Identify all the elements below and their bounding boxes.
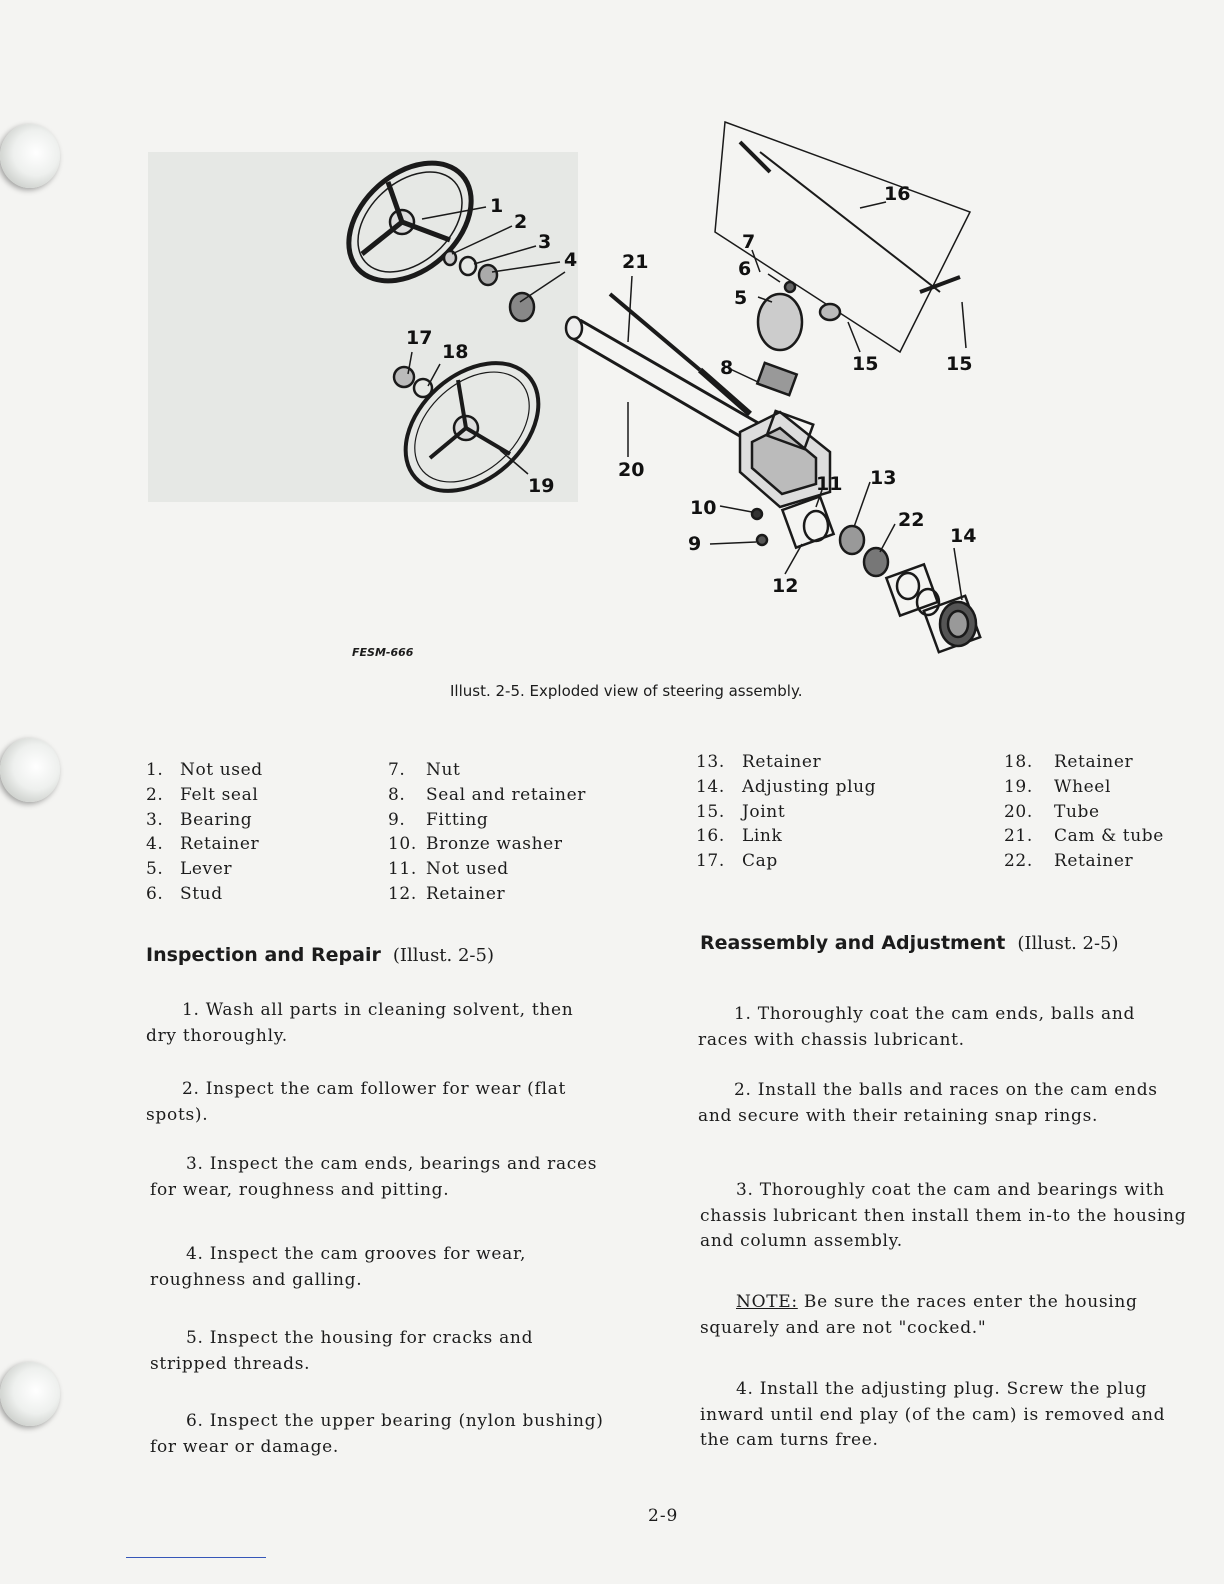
callout-19: 19 [528,475,555,497]
inspection-heading-title: Inspection and Repair [146,944,381,966]
parts-list-item: 12. Retainer [388,883,506,904]
figure-caption: Illust. 2-5. Exploded view of steering assembly. [450,682,803,700]
reassembly-step-3: 3. Thoroughly coat the cam and bearings with chassis lubricant then install them in-to the housing and column assembly. [700,1180,1187,1251]
parts-list-item: 15. Joint [696,801,786,822]
parts-list-item: 9. Fitting [388,809,489,830]
exploded-view-illustration [140,112,1140,672]
note-label: NOTE: [736,1292,798,1312]
parts-list-item: 18. Retainer [1004,752,1134,772]
parts-list-item: 3. Bearing [146,809,253,830]
callout-1: 1 [490,195,504,217]
parts-list-item: 14. Adjusting plug [696,776,877,797]
inspection-heading-ref: (Illust. 2-5) [392,945,494,966]
parts-list-item: 16. Link [696,826,783,847]
callout-6: 6 [738,258,752,280]
callout-3: 3 [538,231,552,253]
reassembly-heading-title: Reassembly and Adjustment [700,932,1006,954]
parts-list-item: 20. Tube [1004,801,1100,822]
footer-rule [126,1557,266,1558]
parts-list-col4 [1004,750,1164,874]
reassembly-step-4: 4. Install the adjusting plug. Screw the plug inward until end play (of the cam) is removed and the cam turns free. [700,1379,1166,1450]
parts-list-item: 8. Seal and retainer [388,784,586,805]
inspection-heading [146,944,494,966]
reassembly-step-2: 2. Install the balls and races on the cam ends and secure with their retaining snap rings. [698,1080,1158,1126]
inspection-step-1: 1. Wash all parts in cleaning solvent, then dry thoroughly. [146,1000,574,1046]
parts-list-item: 5. Lever [146,859,233,880]
callout-12: 12 [772,575,799,597]
parts-list-item: 6. Stud [146,883,223,904]
parts-list-item: 17. Cap [696,851,778,872]
callout-14: 14 [950,525,977,547]
callout-22: 22 [898,509,925,531]
inspection-step-3: 3. Inspect the cam ends, bearings and races for wear, roughness and pitting. [150,1154,598,1200]
reassembly-step-1: 1. Thoroughly coat the cam ends, balls and races with chassis lubricant. [698,1004,1136,1050]
callout-16: 16 [884,183,911,205]
callout-21: 21 [622,251,649,273]
callout-15b: 15 [946,353,973,375]
parts-list-item: 4. Retainer [146,834,260,855]
parts-list-item: 22. Retainer [1004,851,1134,872]
inspection-step-6: 6. Inspect the upper bearing (nylon bushing) for wear or damage. [150,1411,604,1457]
callout-5: 5 [734,287,748,309]
parts-list-item: 11. Not used [388,859,509,880]
callout-10: 10 [690,497,717,519]
binder-hole-top [0,124,60,188]
figure-code: FESM-666 [352,646,414,659]
callout-8: 8 [720,357,734,379]
parts-list-item: 13. Retainer [696,752,822,772]
parts-list-item: 1. Not used [146,760,263,780]
inspection-step-2: 2. Inspect the cam follower for wear (flat spots). [146,1079,566,1125]
callout-20: 20 [618,459,645,481]
callout-13: 13 [870,467,897,489]
callout-18: 18 [442,341,469,363]
reassembly-heading-ref: (Illust. 2-5) [1017,933,1119,954]
steering-assembly-drawing [140,112,1140,672]
parts-list-item: 10. Bronze washer [388,834,563,855]
parts-list-col2 [388,758,586,907]
page-number: 2-9 [648,1506,679,1526]
callout-17: 17 [406,327,433,349]
parts-list-item: 7. Nut [388,760,461,780]
callout-4: 4 [564,249,578,271]
callout-9: 9 [688,533,702,555]
reassembly-note: NOTE: Be sure the races enter the housing squarely and are not "cocked." [700,1292,1138,1338]
inspection-step-5: 5. Inspect the housing for cracks and stripped threads. [150,1328,534,1374]
parts-list-item: 2. Felt seal [146,784,259,805]
callout-15a: 15 [852,353,879,375]
inspection-step-4: 4. Inspect the cam grooves for wear, roughness and galling. [150,1244,527,1290]
callout-11: 11 [816,473,843,495]
parts-list-item: 19. Wheel [1004,776,1111,797]
callout-2: 2 [514,211,528,233]
parts-list-col3 [696,750,876,874]
binder-hole-bottom [0,1362,60,1426]
reassembly-heading [700,932,1119,954]
callout-7: 7 [742,231,756,253]
parts-list-item: 21. Cam & tube [1004,826,1164,847]
parts-list-col1 [146,758,263,907]
binder-hole-middle [0,738,60,802]
